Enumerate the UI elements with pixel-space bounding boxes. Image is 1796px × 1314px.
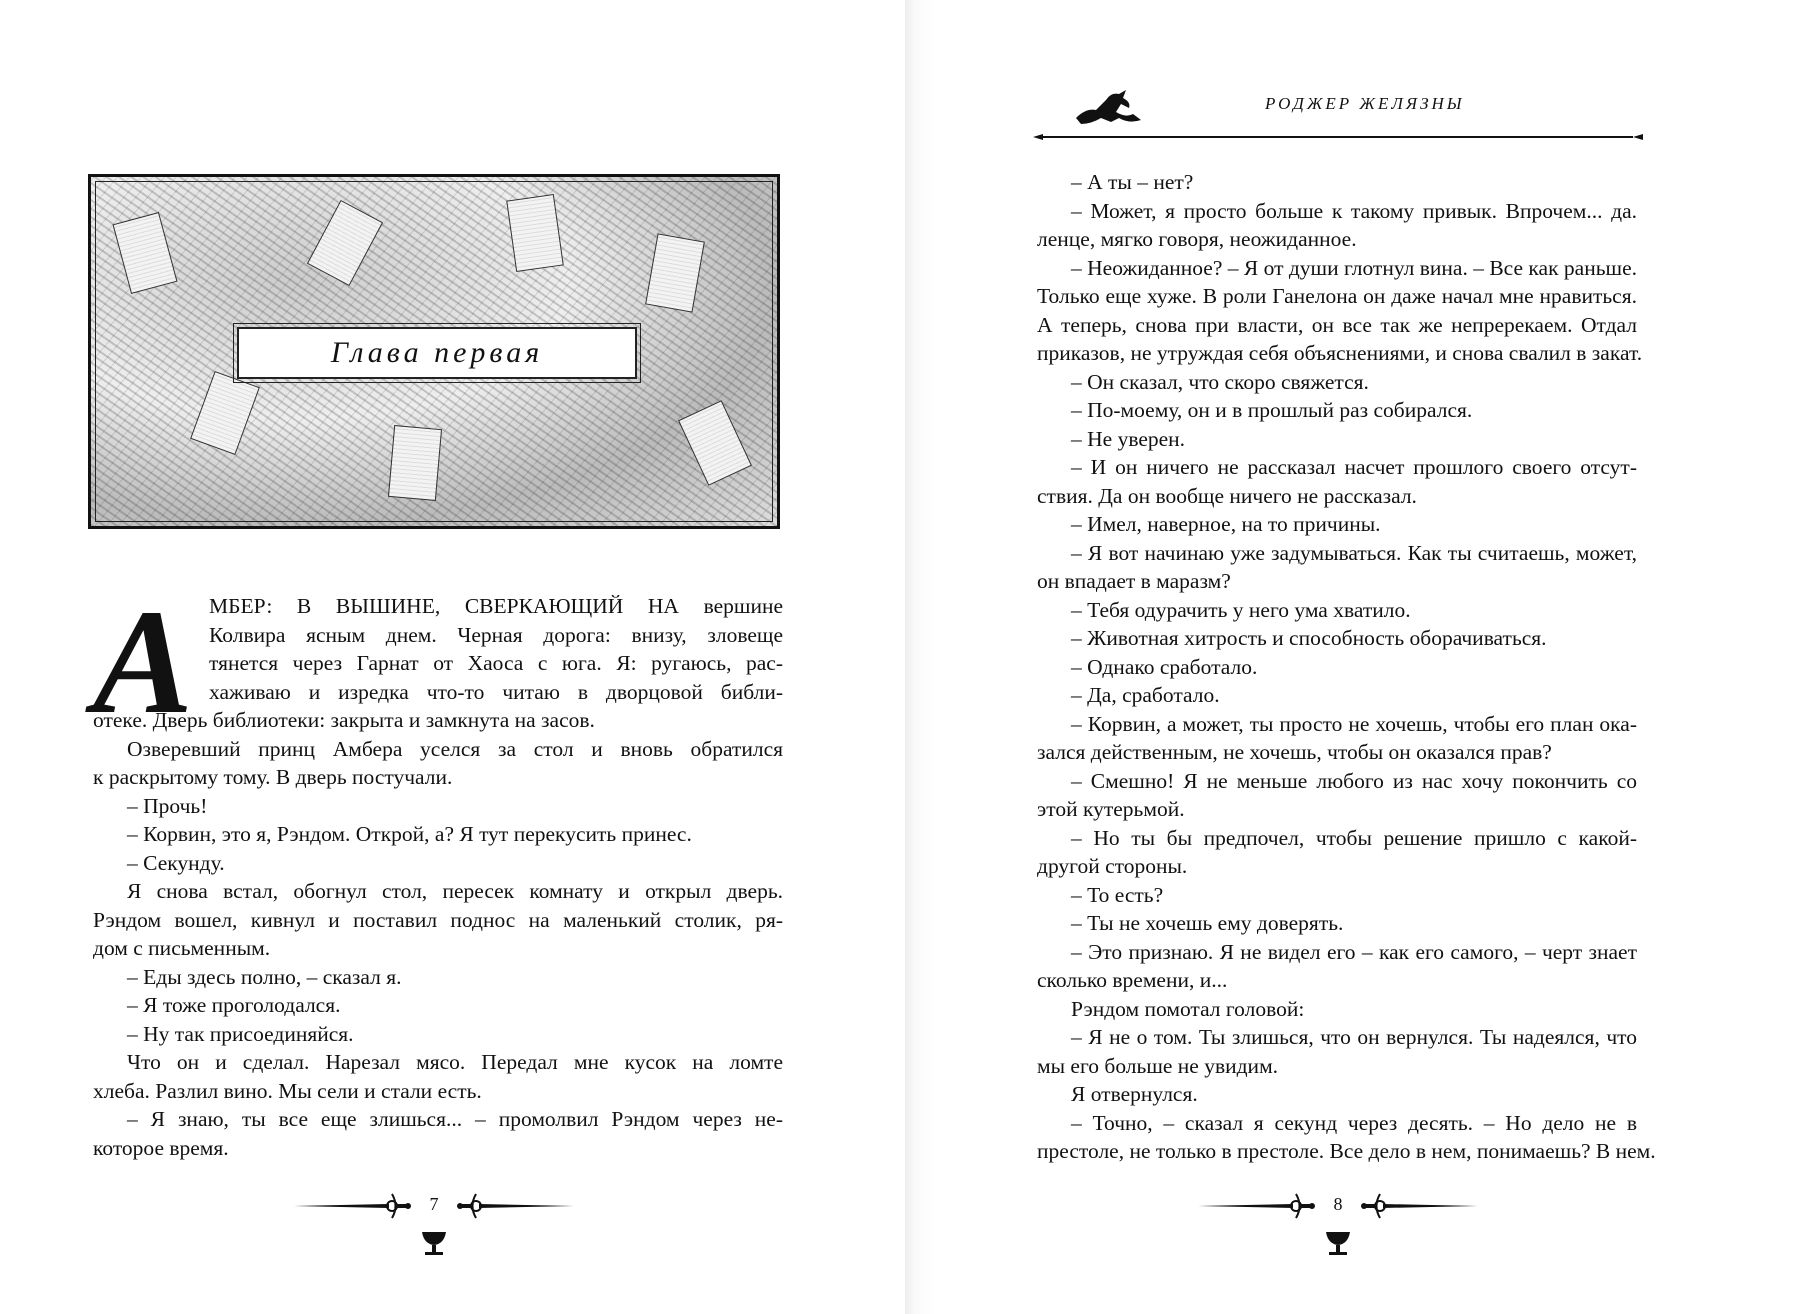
page-number: 8 [1333,1194,1343,1214]
text-line: ленце, мягко говоря, неожиданное. [1037,227,1357,251]
text-line: Рэндом помотал головой: [1071,996,1305,1021]
text-line: отеке. Дверь библиотеки: закрыта и замкнута на засов. [93,708,595,732]
chapter-title-frame [237,327,637,379]
text-line: – Не уверен. [1071,426,1186,451]
text-line: – Я знаю, ты все еще злишься... – промолвил Рэндом через не- [127,1107,783,1131]
text-line: – Неожиданное? – Я от души глотнул вина. – Все как раньше. [1071,255,1637,280]
text-line: ствия. Да он вообще ничего не рассказал. [1037,483,1417,508]
text-line: другой стороны. [1037,854,1188,878]
text-line: он впадает в маразм? [1037,569,1231,593]
text-line: Я отвернулся. [1071,1082,1198,1106]
text-line: тянется через Гарнат от Хаоса с юга. Я: ругаюсь, рас- [209,651,783,675]
text-line: Только еще хуже. В роли Ганелона он даже начал мне нравиться. [1037,284,1637,308]
text-line: хлеба. Разлил вино. Мы сели и стали есть. [93,1078,482,1103]
tarot-card-image [190,371,260,455]
right-body-text [1037,168,1656,1166]
text-line: которое время. [93,1135,229,1160]
text-line: Колвира ясным днем. Черная дорога: внизу, зловеще [209,622,783,647]
text-line: – Я тоже проголодался. [127,993,341,1017]
text-line: – Имел, наверное, на то причины. [1071,512,1381,536]
text-line: престоле, не только в престоле. Все дело в нем, понимаешь? В нем. [1037,1139,1656,1163]
text-line: хаживаю и изредка что-то читаю в дворцовой библи- [209,679,783,704]
text-line: этой кутерьмой. [1037,797,1185,821]
text-line: зался действенным, не хочешь, чтобы он оказался прав? [1037,740,1552,764]
tarot-card-image [645,233,705,312]
text-line: Рэндом вошел, кивнул и поставил поднос на маленький столик, ря- [93,907,783,932]
text-line: – Тебя одурачить у него ума хватило. [1071,597,1411,622]
text-line: сколько времени, и... [1037,968,1228,992]
tarot-card-image [307,200,383,286]
text-line: – А ты – нет? [1071,170,1194,194]
text-line: – Это признаю. Я не видел его – как его самого, – черт знает [1071,939,1637,964]
text-line: – Ну так присоединяйся. [127,1021,354,1046]
header-rule [1033,131,1643,143]
text-line: – Он сказал, что скоро свяжется. [1071,369,1369,394]
text-line: – Еды здесь полно, – сказал я. [127,964,402,989]
running-head [1037,86,1640,146]
book-author-title: РОДЖЕР ЖЕЛЯЗНЫ [1265,94,1465,113]
chalice-icon [1326,1232,1350,1255]
text-line: МБЕР: В ВЫШИНЕ, СВЕРКАЮЩИЙ НА вершине [209,594,783,618]
text-line: – Да, сработало. [1071,683,1220,707]
text-line: – Корвин, а может, ты просто не хочешь, чтобы его план ока- [1071,711,1637,736]
text-line: – Смешно! Я не меньше любого из нас хочу покончить со [1071,768,1637,793]
chalice-icon [422,1232,446,1255]
text-line: дом с письменным. [93,936,271,960]
text-line: – Однако сработало. [1071,654,1258,679]
tarot-card-image [506,194,564,272]
right-page [905,0,1796,1314]
text-line: Озверевший принц Амбера уселся за стол и вновь обратился [127,736,783,761]
drop-cap: А [93,579,194,745]
tarot-card-image [678,400,752,486]
text-line: – Я вот начинаю уже задумываться. Как ты считаешь, может, [1071,540,1637,565]
text-line: – То есть? [1071,882,1164,907]
page-footer-right [1188,1190,1488,1260]
text-line: к раскрытому тому. В дверь постучали. [93,765,453,789]
tarot-card-image [113,212,178,294]
text-line: Что он и сделал. Нарезал мясо. Передал мне кусок на ломте [127,1050,783,1074]
text-line: Я снова встал, обогнул стол, пересек комнату и открыл дверь. [127,879,783,903]
text-line: – Прочь! [127,793,208,818]
page-number: 7 [429,1194,439,1214]
left-body-text [93,579,783,1162]
text-line: – Точно, – сказал я секунд через десять. – Но дело не в [1071,1110,1637,1135]
text-line: – По-моему, он и в прошлый раз собирался. [1071,398,1473,422]
text-line: – Ты не хочешь ему доверять. [1071,911,1344,935]
text-line: – Корвин, это я, Рэндом. Открой, а? Я тут перекусить принес. [127,822,692,846]
text-line: – Но ты бы предпочел, чтобы решение пришло с какой- [1071,825,1637,850]
text-line: приказов, не утруждая себя объяснениями, и снова свалил в закат. [1037,341,1643,365]
chapter-title: Глава первая [330,336,544,369]
text-line: – Секунду. [127,850,225,875]
text-line: А теперь, снова при власти, он все так же непререкаем. Отдал [1037,312,1637,337]
text-line: – Животная хитрость и способность оборачиваться. [1071,626,1547,650]
page-footer-left [284,1190,584,1260]
text-line: – Я не о том. Ты злишься, что он вернулся. Ты надеялся, что [1071,1025,1637,1049]
horse-emblem-icon [1071,88,1151,128]
text-line: – И он ничего не рассказал насчет прошлого своего отсут- [1071,455,1637,479]
tarot-card-image [388,425,442,501]
text-line: мы его больше не увидим. [1037,1053,1279,1078]
chapter-illustration [88,174,780,529]
text-line: – Может, я просто больше к такому привык. Впрочем... да. [1071,198,1637,223]
